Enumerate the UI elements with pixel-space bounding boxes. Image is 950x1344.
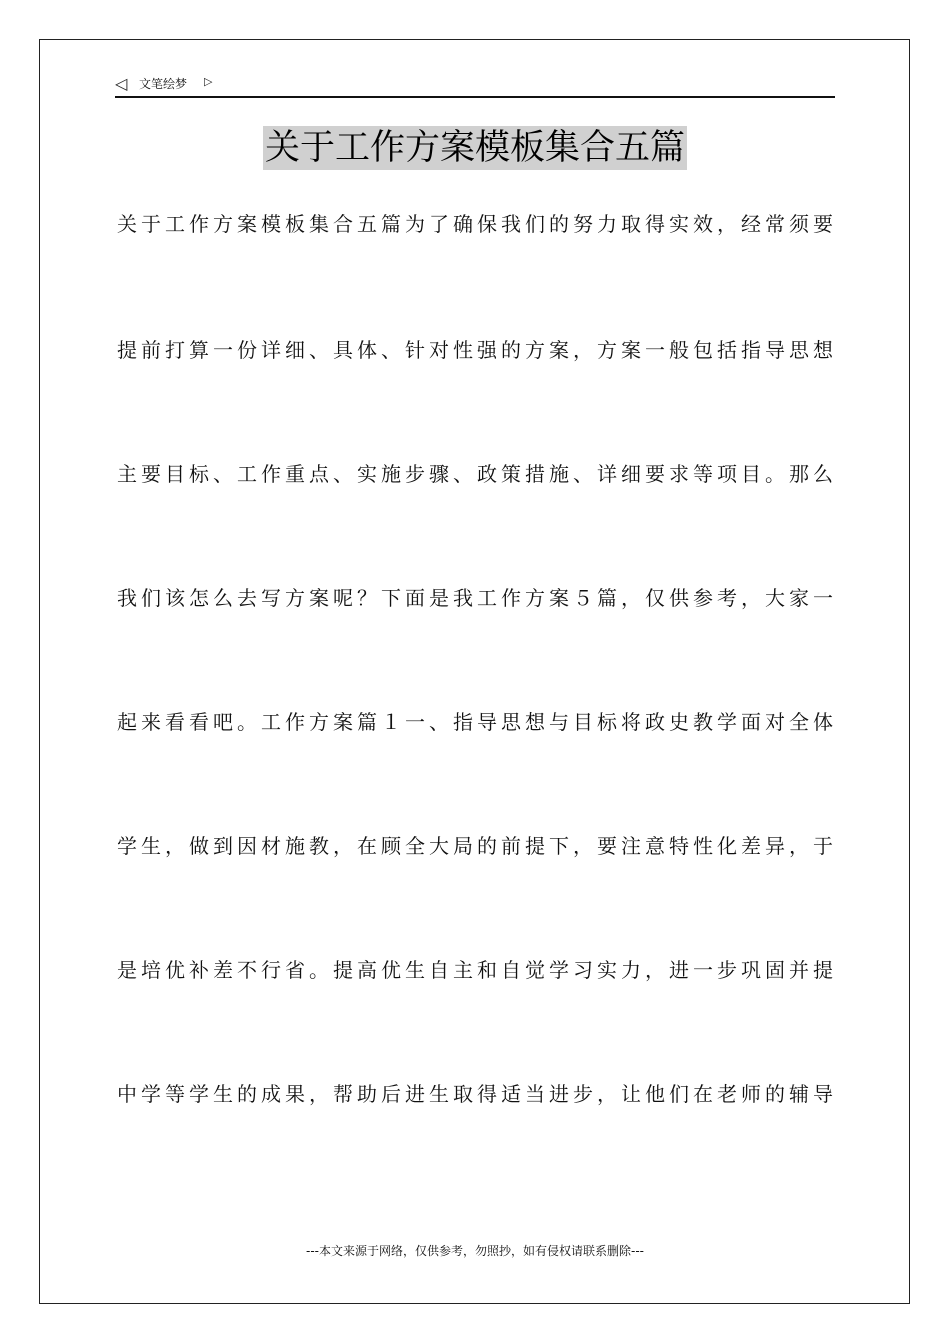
- body-line: 是培优补差不行省。提高优生自主和自觉学习实力，进一步巩固并提: [117, 958, 833, 982]
- page-footer-notice: ---本文来源于网络，仅供参考，勿照抄，如有侵权请联系删除---: [306, 1244, 644, 1258]
- document-title: 关于工作方案模板集合五篇: [264, 128, 685, 168]
- page-header: [115, 74, 835, 98]
- body-line: 学生，做到因材施教，在顾全大局的前提下，要注意特性化差异，于: [117, 834, 833, 858]
- body-line: 关于工作方案模板集合五篇为了确保我们的努力取得实效，经常须要: [117, 212, 833, 236]
- body-line: 提前打算一份详细、具体、针对性强的方案，方案一般包括指导思想: [117, 338, 833, 362]
- triangle-left-icon: ◁: [115, 74, 128, 93]
- body-line: 起来看看吧。工作方案篇１一、指导思想与目标将政史教学面对全体: [117, 710, 833, 734]
- body-line: 我们该怎么去写方案呢？下面是我工作方案５篇，仅供参考，大家一: [117, 586, 833, 610]
- body-line: 中学等学生的成果，帮助后进生取得适当进步，让他们在老师的辅导: [117, 1082, 833, 1106]
- body-line: 主要目标、工作重点、实施步骤、政策措施、详细要求等项目。那么: [117, 462, 833, 486]
- header-brand-text: 文笔绘梦: [139, 77, 188, 91]
- triangle-right-icon: ▷: [204, 75, 213, 88]
- title-container: [0, 126, 950, 170]
